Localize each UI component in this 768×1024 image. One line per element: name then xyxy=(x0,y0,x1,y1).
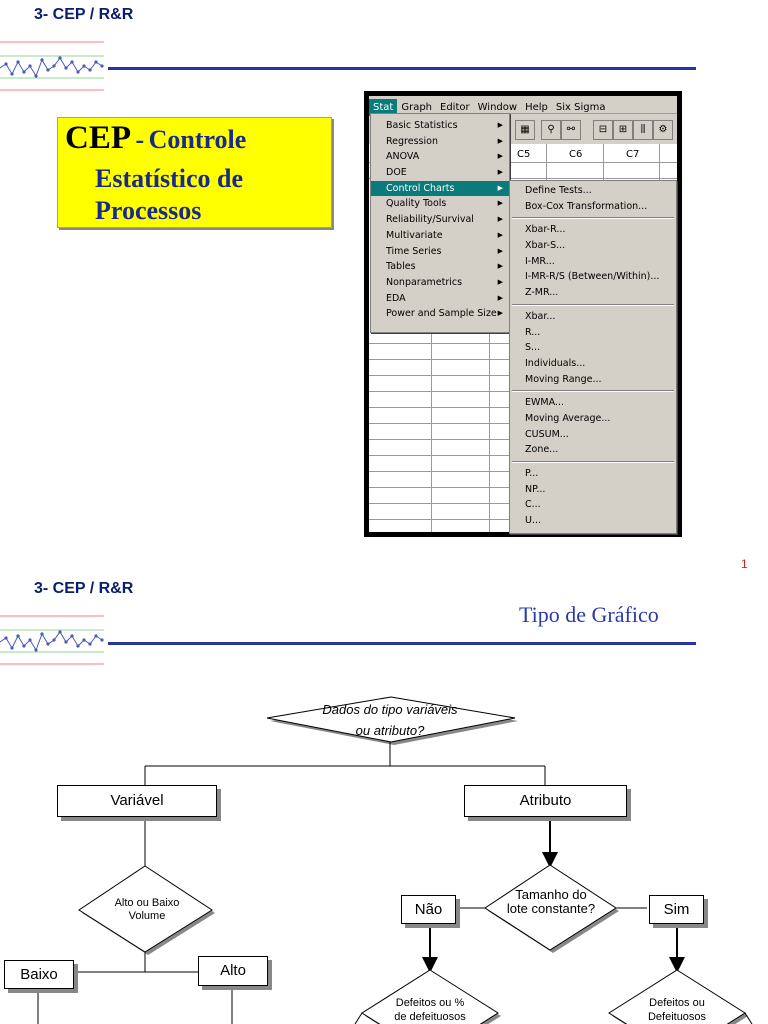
cep-line3: Processos xyxy=(95,196,202,225)
submenu-item[interactable]: Box-Cox Transformation... xyxy=(525,200,648,212)
submenu-item[interactable]: Xbar-S... xyxy=(525,240,566,252)
sim-box: Sim xyxy=(649,895,704,924)
submenu-item[interactable]: CUSUM... xyxy=(525,428,569,440)
toolbar-find-icon[interactable]: ⚲ xyxy=(541,120,561,140)
submenu-arrow-icon: ▶ xyxy=(497,121,503,129)
submenu-arrow-icon: ▶ xyxy=(497,199,503,208)
stat-menu-item[interactable]: Nonparametrics ▶ xyxy=(371,275,509,291)
column-c5[interactable]: C5 xyxy=(517,149,531,160)
toolbar-replace-icon[interactable]: ⚯ xyxy=(561,120,581,140)
cep-title-box xyxy=(57,117,332,228)
alto-box: Alto xyxy=(198,956,268,986)
submenu-arrow-icon: ▶ xyxy=(497,136,503,145)
submenu-item[interactable]: EWMA... xyxy=(525,397,564,409)
submenu-item[interactable]: S... xyxy=(525,342,541,354)
menu-separator xyxy=(512,304,674,306)
menu-six-sigma[interactable]: Six Sigma xyxy=(555,102,606,113)
toolbar-tools-icon[interactable]: ⚙ xyxy=(653,120,673,140)
slide2-header: 3- CEP / R&R xyxy=(34,580,134,597)
menu-window[interactable]: Window xyxy=(477,102,518,113)
page-number: 1 xyxy=(741,557,748,571)
slide1-header: 3- CEP / R&R xyxy=(34,6,134,23)
submenu-item[interactable]: Zone... xyxy=(525,444,559,456)
stat-menu-item[interactable]: Tables ▶ xyxy=(371,259,509,275)
cep-line1: Controle xyxy=(148,125,247,154)
stat-menu-item[interactable]: EDA ▶ xyxy=(371,291,509,307)
submenu-item[interactable]: NP... xyxy=(525,483,546,495)
stat-menu xyxy=(370,113,510,333)
submenu-item[interactable]: Individuals... xyxy=(525,357,586,369)
control-charts-submenu xyxy=(509,180,677,534)
submenu-arrow-icon: ▶ xyxy=(497,183,503,192)
submenu-item[interactable]: Moving Range... xyxy=(525,373,602,385)
stat-menu-item[interactable]: ANOVA ▶ xyxy=(371,149,509,165)
minitab-screenshot xyxy=(364,91,682,537)
stat-menu-item[interactable]: Time Series ▶ xyxy=(371,244,509,260)
submenu-item[interactable]: U... xyxy=(525,515,542,527)
submenu-item[interactable]: Xbar... xyxy=(525,310,556,322)
menu-separator xyxy=(512,461,674,463)
stat-menu-item[interactable]: Multivariate ▶ xyxy=(371,228,509,244)
variavel-box: Variável xyxy=(57,785,217,817)
stat-menu-item[interactable]: Power and Sample Size ▶ xyxy=(371,306,509,322)
submenu-item[interactable]: P... xyxy=(525,468,539,479)
cep-line2: Estatístico de xyxy=(95,164,244,193)
stat-menu-item[interactable]: DOE ▶ xyxy=(371,165,509,181)
volume-text: Alto ou Baixo Volume xyxy=(114,897,180,922)
minitab-window xyxy=(369,96,677,532)
submenu-item[interactable]: Z-MR... xyxy=(525,287,559,299)
submenu-item[interactable]: Moving Average... xyxy=(525,412,611,424)
submenu-arrow-icon: ▶ xyxy=(497,215,503,224)
menu-graph[interactable]: Graph xyxy=(401,102,433,113)
submenu-item[interactable]: I-MR-R/S (Between/Within)... xyxy=(525,271,660,283)
column-c6[interactable]: C6 xyxy=(569,149,583,160)
stat-menu-item[interactable]: Regression ▶ xyxy=(371,134,509,150)
toolbar-chart-icon[interactable]: ⫼ xyxy=(633,120,653,140)
submenu-arrow-icon: ▶ xyxy=(497,152,503,161)
nao-box: Não xyxy=(401,895,456,924)
top-decision-text: Dados do tipo variáveis ou atributo? xyxy=(322,702,458,738)
cep-acronym: CEP xyxy=(65,120,131,156)
submenu-item[interactable]: Xbar-R... xyxy=(525,224,566,236)
slide2-title: Tipo de Gráfico xyxy=(519,602,659,627)
submenu-item[interactable]: I-MR... xyxy=(525,255,555,267)
menu-stat[interactable]: Stat xyxy=(369,99,397,116)
submenu-arrow-icon: ▶ xyxy=(497,262,503,271)
menu-help[interactable]: Help xyxy=(525,102,548,113)
stat-menu-item-control-charts[interactable]: Control Charts ▶ xyxy=(371,181,509,197)
header-rule xyxy=(108,642,696,645)
submenu-arrow-icon: ▶ xyxy=(497,230,503,239)
submenu-arrow-icon: ▶ xyxy=(497,293,503,302)
stat-menu-item[interactable]: Reliability/Survival ▶ xyxy=(371,212,509,228)
submenu-arrow-icon: ▶ xyxy=(497,246,503,255)
submenu-arrow-icon: ▶ xyxy=(497,277,503,286)
submenu-item[interactable]: R... xyxy=(525,326,541,338)
control-chart-logo-icon xyxy=(0,36,110,102)
stat-menu-item[interactable]: Basic Statistics ▶ xyxy=(371,118,509,134)
submenu-arrow-icon: ▶ xyxy=(497,309,503,318)
menu-editor[interactable]: Editor xyxy=(440,102,470,113)
cep-dash: - xyxy=(135,125,145,154)
toolbar-insert-row-icon[interactable]: ⊟ xyxy=(593,120,613,140)
lote-text: Tamanho do lote constante? xyxy=(506,887,596,916)
column-c7[interactable]: C7 xyxy=(626,149,640,160)
control-chart-logo-icon xyxy=(0,610,110,676)
menu-separator xyxy=(512,217,674,219)
toolbar-grid-icon[interactable]: ▦ xyxy=(515,120,535,140)
menu-separator xyxy=(512,390,674,392)
toolbar-insert-col-icon[interactable]: ⊞ xyxy=(613,120,633,140)
atributo-box: Atributo xyxy=(464,785,627,817)
stat-menu-item[interactable]: Quality Tools ▶ xyxy=(371,196,509,212)
submenu-item[interactable]: C... xyxy=(525,499,541,511)
baixo-box: Baixo xyxy=(4,960,74,989)
submenu-item[interactable]: Define Tests... xyxy=(525,185,592,196)
header-rule xyxy=(108,67,696,70)
submenu-arrow-icon: ▶ xyxy=(497,168,503,177)
defeitos-left-text: Defeitos ou % de defeituosos xyxy=(394,997,466,1023)
defeitos-right-text: Defeitos ou Defeituosos xyxy=(647,997,707,1023)
minitab-menubar xyxy=(369,96,677,114)
